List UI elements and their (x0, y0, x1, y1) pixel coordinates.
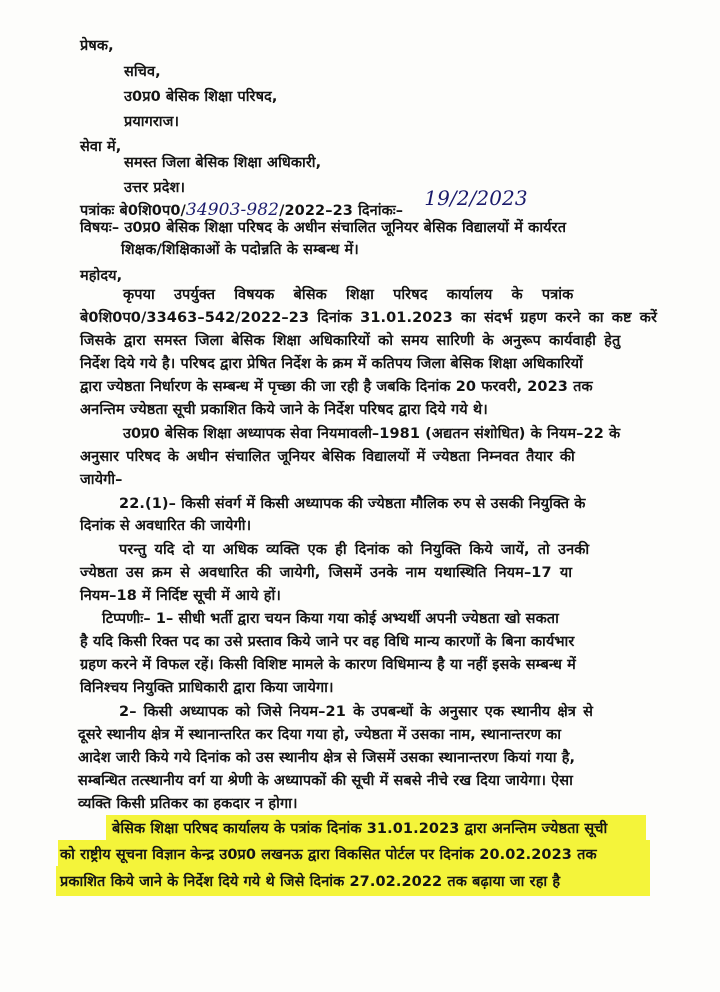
recipient-line: समस्त जिला बेसिक शिक्षा अधिकारी, (124, 155, 322, 171)
handwritten-date: 19/2/2023 (424, 186, 528, 210)
para1-line: जिसके द्वारा समस्त जिला बेसिक शिक्षा अधिकारियों को समय सारिणी के अनुरूप कार्यवाही हेतु (80, 333, 621, 349)
note2-line: सम्बन्धित तत्स्थानीय वर्ग या श्रेणी के अध्यापकों की सूची में सबसे नीचे रख दिया जायेगा। ऐसा (78, 773, 573, 789)
note1-line: ग्रहण करने में विफल रहें। किसी विशिष्ट मामले के कारण विधिमान्य है या नहीं इसके सम्बन्ध में (80, 657, 576, 673)
reference-prefix: पत्रांकः बे0शि0प0/ (80, 203, 186, 219)
para2-line: उ0प्र0 बेसिक शिक्षा अध्यापक सेवा नियमावली–1981 (अद्यतन संशोधित) के नियम–22 के (123, 426, 621, 442)
para1-line: बे0शि0प0/33463–542/2022–23 दिनांक 31.01.2023 का संदर्भ ग्रहण करने का कष्ट करें (80, 310, 658, 326)
handwritten-letter-number: 34903-982 (185, 200, 280, 220)
note2-line: दूसरे स्थानीय क्षेत्र में स्थानान्तरित कर दिया गया हो, ज्येष्ठता में उसका नाम, स्थानान्तरण का (78, 727, 562, 743)
note2-line: 2– किसी अध्यापक को जिसे नियम–21 के उपबन्धों के अनुसार एक स्थानीय क्षेत्र से (119, 704, 594, 720)
note1-line: है यदि किसी रिक्त पद का उसे प्रस्ताव किये जाने पर वह विधि मान्य कारणों के बिना कार्यभार (80, 634, 575, 650)
recipient-label: सेवा में, (80, 139, 122, 155)
note2-line: आदेश जारी किये गये दिनांक को उस स्थानीय क्षेत्र से जिसमें उसका स्थानान्तरण कियां गया है, (78, 750, 576, 766)
sender-label: प्रेषक, (80, 38, 114, 54)
recipient-line: उत्तर प्रदेश। (124, 180, 186, 196)
rule22-line: 22.(1)– किसी संवर्ग में किसी अध्यापक की ज्येष्ठता मौलिक रुप से उसकी नियुक्ति के (119, 496, 586, 512)
proviso-line: परन्तु यदि दो या अधिक व्यक्ति एक ही दिनांक को नियुक्ति किये जायें, तो उनकी (119, 542, 590, 558)
para3-line: बेसिक शिक्षा परिषद कार्यालय के पत्रांक दिनांक 31.01.2023 द्वारा अनन्तिम ज्येष्ठता सूची (112, 821, 608, 837)
sender-line: प्रयागराज। (124, 114, 180, 130)
para1-line: कृपया उपर्युक्त विषयक बेसिक शिक्षा परिषद कार्यालय के पत्रांक (123, 287, 574, 303)
proviso-line: नियम–18 में निर्दिष्ट सूची में आये हों। (80, 588, 281, 604)
note1-line: विनिश्चय नियुक्ति प्राधिकारी द्वारा किया जायेगा। (80, 680, 334, 696)
sender-line: सचिव, (124, 64, 161, 80)
note1-line: टिप्पणीः– 1– सीधी भर्ती द्वारा चयन किया गया कोई अभ्यर्थी अपनी ज्येष्ठता खो सकता (102, 611, 559, 627)
para2-line: जायेगी– (80, 472, 123, 488)
para1-line: निर्देश दिये गये है। परिषद द्वारा प्रेषित निर्देश के क्रम में कतिपय जिला बेसिक शिक्षा अधिकारियों (80, 356, 583, 372)
para3-line: को राष्ट्रीय सूचना विज्ञान केन्द्र उ0प्र0 लखनऊ द्वारा विकसित पोर्टल पर दिनांक 20.02.2023 तक (60, 847, 597, 863)
note2-line: व्यक्ति किसी प्रतिकर का हकदार न होगा। (78, 796, 298, 812)
para1-line: द्वारा ज्येष्ठता निर्धारण के सम्बन्ध में पृच्छा की जा रही है जबकि दिनांक 20 फरवरी, 2023 तक (80, 379, 593, 395)
para1-line: अनन्तिम ज्येष्ठता सूची प्रकाशित किये जाने के निर्देश परिषद द्वारा दिये गये थे। (80, 402, 488, 418)
para2-line: अनुसार परिषद के अधीन संचालित जूनियर बेसिक विद्यालयों में ज्येष्ठता निम्नवत तैयार की (80, 449, 575, 465)
sender-line: उ0प्र0 बेसिक शिक्षा परिषद, (124, 89, 278, 105)
subject-line (80, 218, 670, 238)
subject-line: शिक्षक/शिक्षिकाओं के पदोन्नति के सम्बन्ध में। (121, 242, 359, 258)
salutation: महोदय, (80, 268, 123, 284)
proviso-line: ज्येष्ठता उस क्रम से अवधारित की जायेगी, जिसमें उनके नाम यथास्थिति नियम–17 या (80, 565, 573, 581)
reference-suffix: /2022–23 दिनांकः– (279, 203, 404, 219)
subject-text: विषयः– उ0प्र0 बेसिक शिक्षा परिषद के अधीन संचालित जूनियर बेसिक विद्यालयों में कार्यरत (80, 220, 567, 236)
para3-line: प्रकाशित किये जाने के निर्देश दिये गये थे जिसे दिनांक 27.02.2022 तक बढ़ाया जा रहा है (60, 874, 561, 890)
rule22-line: दिनांक से अवधारित की जायेगी। (80, 518, 252, 534)
